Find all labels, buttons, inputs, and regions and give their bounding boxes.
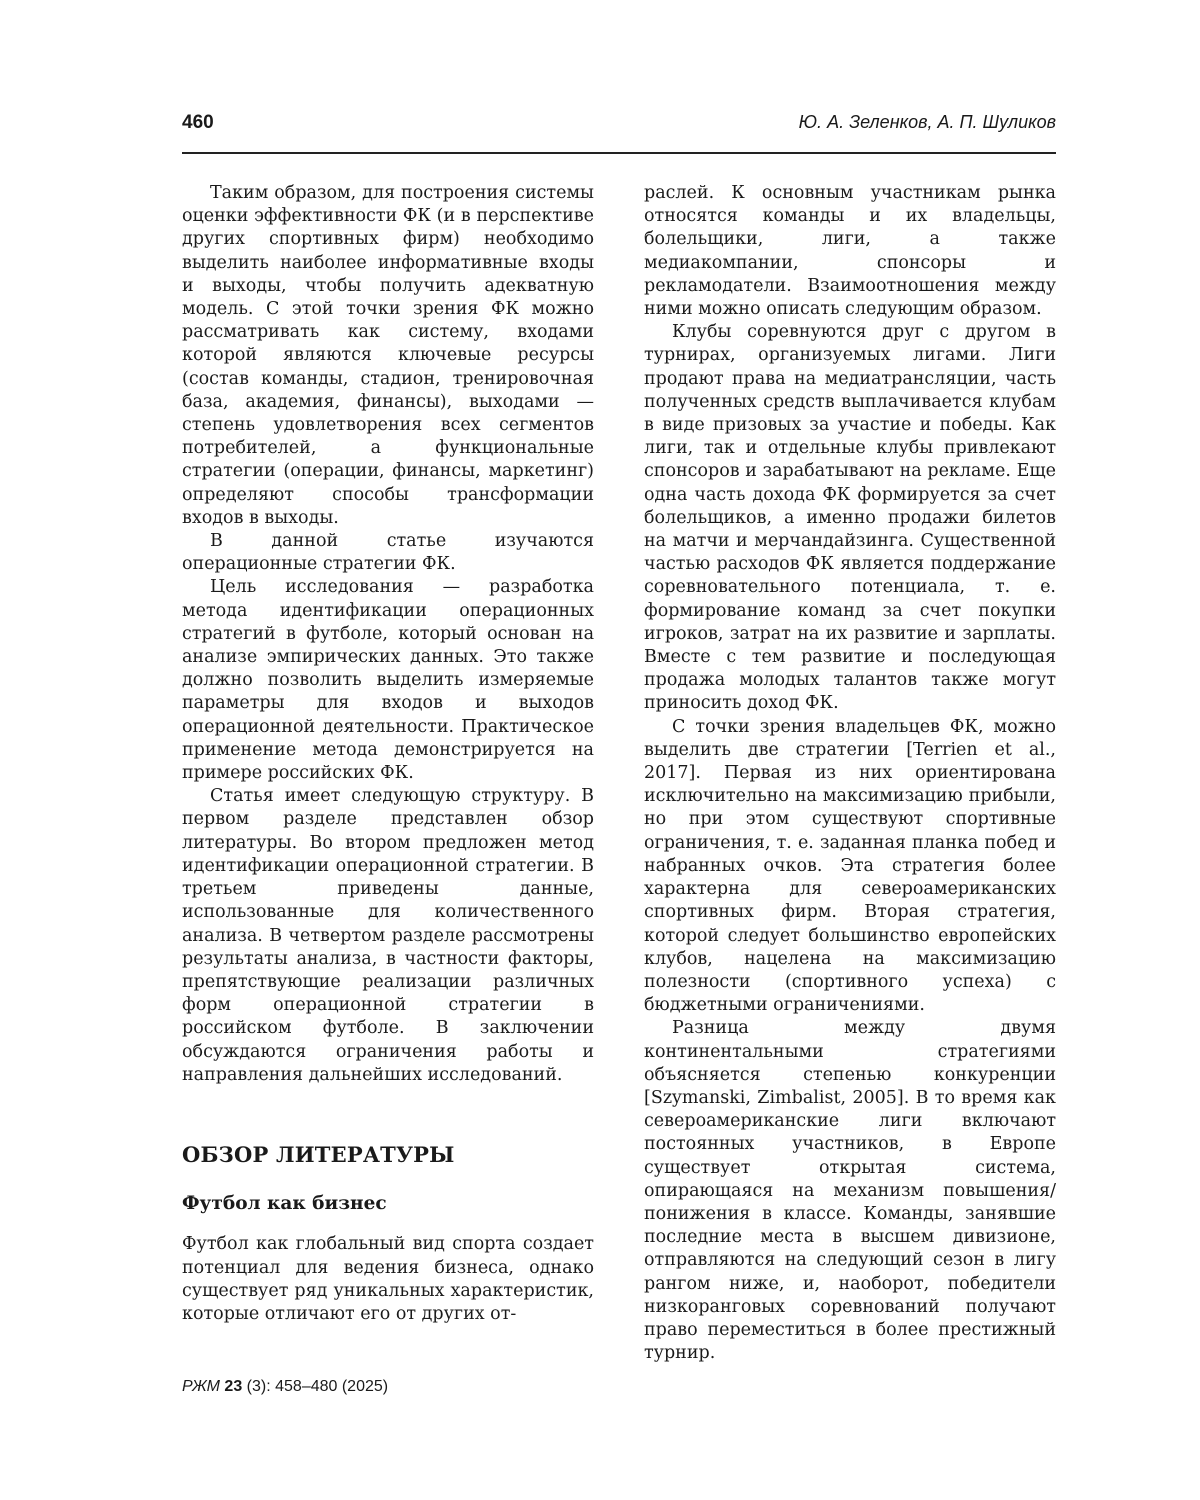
body-paragraph: Цель исследования — разработка метода идентификации операционных стратегий в футболе, который основан на анализе эмпирических данных. Это также должно позволить выделить измеряемые параметры для входов и выходов операционной деятельности. Практическое применение метода демонстрируется на примере российских ФК. — [182, 577, 594, 784]
body-paragraph: С точки зрения владельцев ФК, можно выделить две стратегии [Terrien et al., 2017]. Первая из них ориентирована исключительно на максимизацию прибыли, но при этом существуют спортивные ограничения, т. е. заданная планка побед и набранных очков. Эта стратегия более характерна для североамериканских спортивных фирм. Вторая стратегия, которой следует большинство европейских клубов, нацелена на максимизацию полезности (спортивного успеха) с бюджетными ограничениями. — [644, 716, 1056, 1016]
section-heading: ОБЗОР ЛИТЕРАТУРЫ — [182, 1141, 455, 1167]
body-paragraph: Клубы соревнуются друг с другом в турнирах, организуемых лигами. Лиги продают права на медиатрансляции, часть полученных средств выплачивается клубам в виде призовых за участие и победы. Как лиги, так и отдельные клубы привлекают спонсоров и зарабатывают на рекламе. Еще одна часть дохода ФК формируется за счет болельщиков, а именно продажи билетов на матчи и мерчандайзинга. Существенной частью расходов ФК является поддержание соревновательного потенциала, т. е. формирование команд за счет покупки игроков, затрат на их развитие и зарплаты. Вместе с тем развитие и последующая продажа молодых талантов также могут приносить доход ФК. — [644, 322, 1056, 714]
body-paragraph: Разница между двумя континентальными стратегиями объясняется степенью конкуренции [Szymanski, Zimbalist, 2005]. В то время как североамериканские лиги включают постоянных участников, в Европе существует открытая система, опирающаяся на механизм повышения/понижения в классе. Команды, занявшие последние места в высшем дивизионе, отправляются на следующий сезон в лигу рангом ниже, и, наоборот, победители низкоранговых соревнований получают право переместиться в более престижный турнир. — [644, 1018, 1056, 1364]
body-paragraph: Футбол как глобальный вид спорта создает потенциал для ведения бизнеса, однако существует ряд уникальных характеристик, которые отличают его от других от- — [182, 1234, 594, 1324]
body-paragraph: В данной статье изучаются операционные стратегии ФК. — [182, 531, 594, 575]
page-footer — [182, 1378, 388, 1396]
body-paragraph: раслей. К основным участникам рынка относятся команды и их владельцы, болельщики, лиги, а также медиакомпании, спонсоры и рекламодатели. Взаимоотношения между ними можно описать следующим образом. — [644, 183, 1056, 320]
page-number: 460 — [182, 112, 214, 133]
left-column — [182, 182, 594, 1326]
running-head-authors: Ю. А. Зеленков, А. П. Шуликов — [798, 112, 1056, 132]
body-paragraph: Таким образом, для построения системы оценки эффективности ФК (и в перспективе других спортивных фирм) необходимо выделить наиболее информативные входы и выходы, чтобы получить адекватную модель. С этой точки зрения ФК можно рассматривать как систему, входами которой являются ключевые ресурсы (состав команды, стадион, тренировочная база, академия, финансы), выходами — степень удовлетворения всех сегментов потребителей, а функциональные стратегии (операции, финансы, маркетинг) определяют способы трансформации входов в выходы. — [182, 183, 594, 528]
journal-name: РЖМ — [182, 1378, 220, 1395]
journal-volume: 23 — [224, 1378, 243, 1395]
journal-issue-pages: (3): 458–480 (2025) — [246, 1378, 389, 1395]
body-paragraph: Статья имеет следующую структуру. В первом разделе представлен обзор литературы. Во втором предложен метод идентификации операционной стратегии. В третьем приведены данные, использованные для количественного анализа. В четвертом разделе рассмотрены результаты анализа, в частности факторы, препятствующие реализации различных форм операционной стратегии в российском футболе. В заключении обсуждаются ограничения работы и направления дальнейших исследований. — [182, 786, 594, 1085]
running-head — [182, 112, 1056, 142]
subsection-heading: Футбол как бизнес — [182, 1193, 387, 1215]
header-rule — [182, 152, 1056, 154]
right-column — [644, 182, 1056, 1365]
